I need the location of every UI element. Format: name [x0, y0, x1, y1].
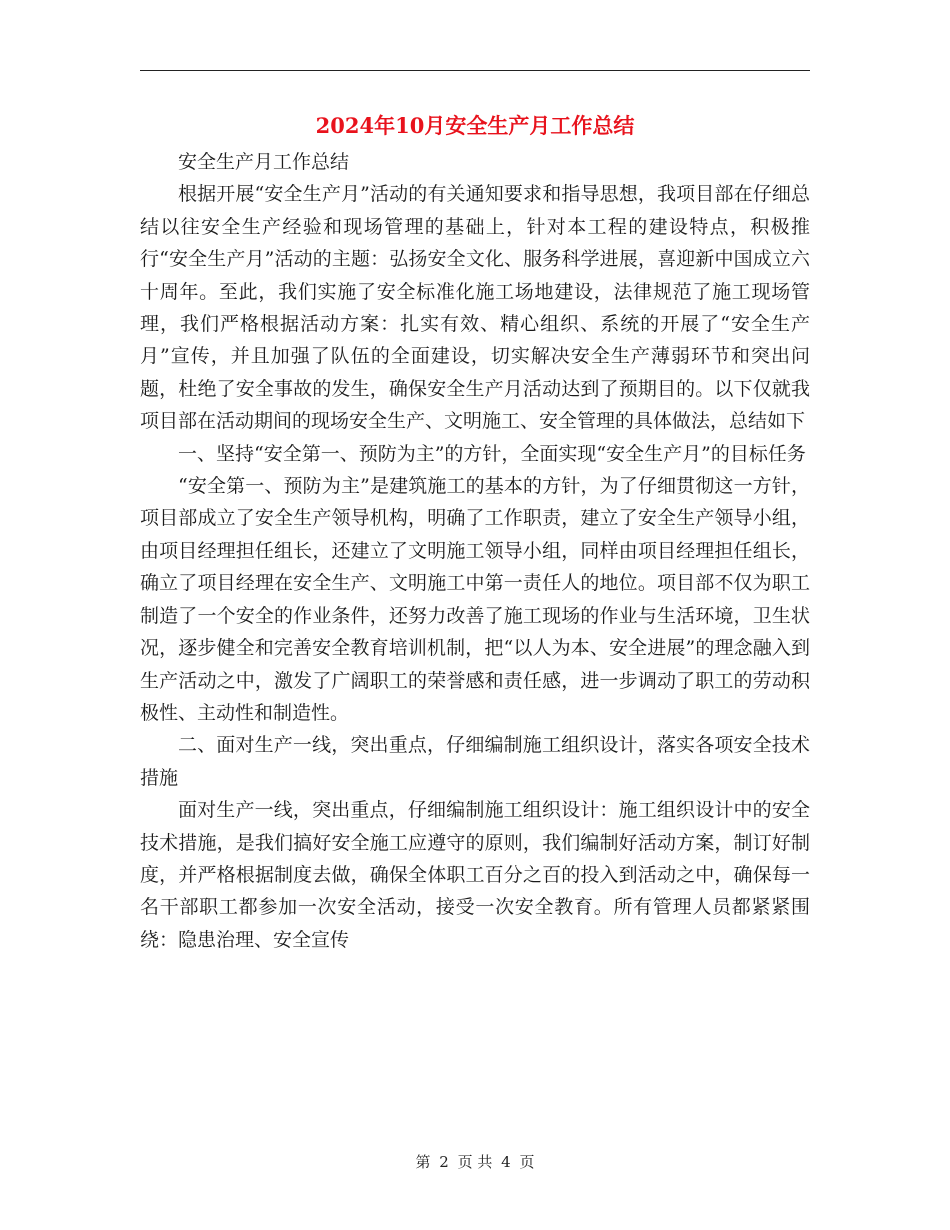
- heading-section-2: 二、面对生产一线，突出重点，仔细编制施工组织设计，落实各项安全技术措施: [140, 734, 810, 789]
- footer-suffix: 页: [519, 1153, 535, 1171]
- footer-prefix: 第: [415, 1153, 431, 1171]
- document-title: 2024年10月安全生产月工作总结: [315, 113, 635, 138]
- page-footer: [0, 1152, 950, 1172]
- paragraph-section-2: 面对生产一线，突出重点，仔细编制施工组织设计：施工组织设计中的安全技术措施，是我们搞好安全施工应遵守的原则，我们编制好活动方案，制订好制度，并严格根据制度去做，确保全体职工百分之百的投入到活动之中，确保每一名干部职工都参加一次安全活动，接受一次安全教育。所有管理人员都紧紧围绕：隐患治理、安全宣传: [140, 799, 810, 951]
- paragraph-section-1: “安全第一、预防为主”是建筑施工的基本的方针，为了仔细贯彻这一方针，项目部成立了安全生产领导机构，明确了工作职责，建立了安全生产领导小组，由项目经理担任组长，还建立了文明施工领导小组，同样由项目经理担任组长，确立了项目经理在安全生产、文明施工中第一责任人的地位。项目部不仅为职工制造了一个安全的作业条件，还努力改善了施工现场的作业与生活环境，卫生状况，逐步健全和完善安全教育培训机制，把“以人为本、安全进展”的理念融入到生产活动之中，激发了广阔职工的荣誉感和责任感，进一步调动了职工的劳动积极性、主动性和制造性。: [140, 475, 810, 724]
- paragraph-intro: 根据开展“安全生产月”活动的有关通知要求和指导思想，我项目部在仔细总结以往安全生产经验和现场管理的基础上，针对本工程的建设特点，积极推行“安全生产月”活动的主题：弘扬安全文化、服务科学进展，喜迎新中国成立六十周年。至此，我们实施了安全标准化施工场地建设，法律规范了施工现场管理，我们严格根据活动方案：扎实有效、精心组织、系统的开展了“安全生产月”宣传，并且加强了队伍的全面建设，切实解决安全生产薄弱环节和突出问题，杜绝了安全事故的发生，确保安全生产月活动达到了预期目的。以下仅就我项目部在活动期间的现场安全生产、文明施工、安全管理的具体做法，总结如下: [140, 183, 810, 433]
- document-body: [140, 146, 810, 956]
- footer-total-pages: 4: [501, 1153, 511, 1171]
- footer-mid: 页 共: [457, 1153, 493, 1171]
- heading-section-1: 一、坚持“安全第一、预防为主”的方针，全面实现“安全生产月”的目标任务: [178, 442, 806, 465]
- header-rule: [140, 70, 810, 71]
- paragraph-subtitle: 安全生产月工作总结: [178, 151, 350, 173]
- footer-page-number: 2: [439, 1153, 449, 1171]
